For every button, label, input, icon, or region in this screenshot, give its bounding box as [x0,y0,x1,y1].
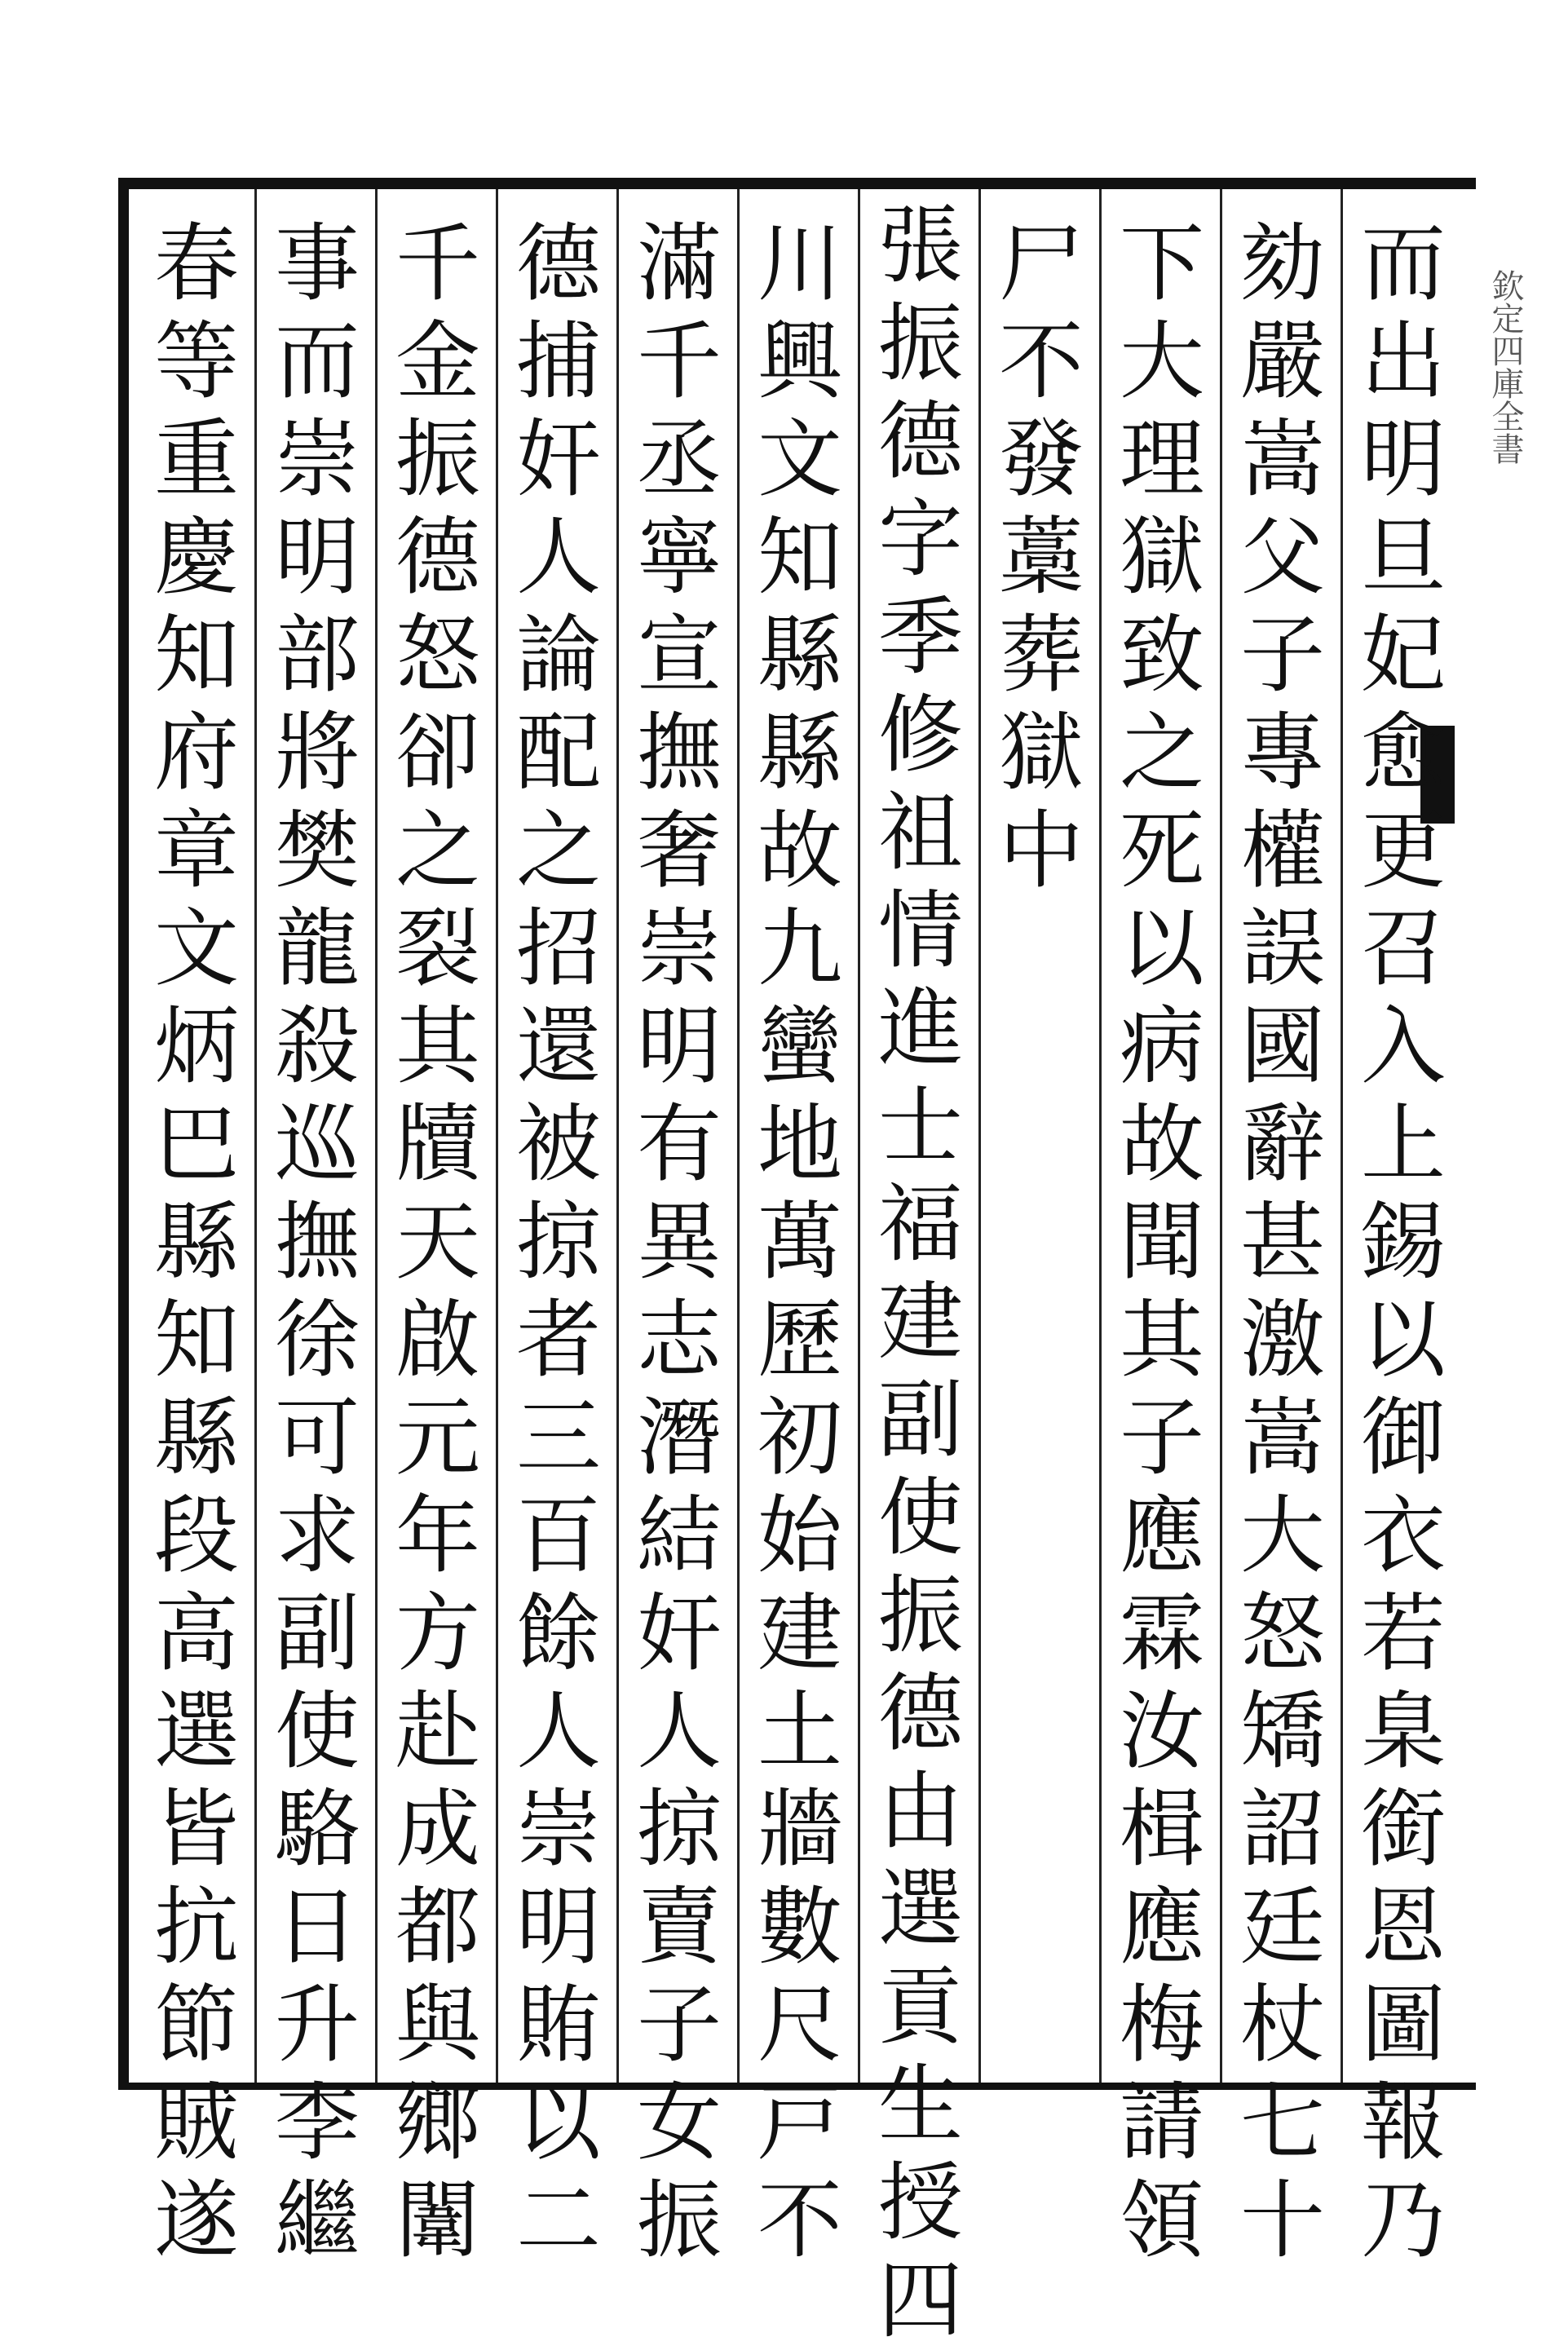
glyph: 辭 [1239,1094,1325,1194]
glyph: 以 [515,2073,601,2172]
glyph: 之 [395,801,480,900]
glyph: 召 [1360,899,1446,998]
glyph: 興 [757,311,842,411]
text-column [859,196,982,2350]
glyph: 怒 [1239,1584,1325,1683]
glyph: 宣 [636,605,722,705]
glyph: 七 [1239,2073,1325,2172]
glyph: 賊 [153,2073,239,2172]
glyph: 明 [274,507,360,607]
glyph: 子 [1239,605,1325,705]
glyph: 臬 [1360,1681,1446,1781]
glyph: 季 [877,587,963,687]
text-column [980,214,1102,2065]
glyph: 四 [877,2251,963,2350]
glyph: 霖 [1119,1584,1204,1683]
glyph: 報 [1360,2073,1446,2172]
glyph: 選 [877,1859,963,1959]
glyph: 理 [1119,409,1204,509]
glyph: 餘 [515,1584,601,1683]
glyph: 張 [877,196,963,295]
glyph: 巡 [274,1094,360,1194]
glyph: 梅 [1119,1975,1204,2074]
glyph: 知 [153,1290,239,1389]
glyph: 恩 [1360,1877,1446,1977]
glyph: 進 [877,978,963,1078]
glyph: 者 [515,1290,601,1389]
glyph: 貢 [877,1957,963,2056]
glyph: 權 [1239,801,1325,900]
glyph: 葬 [998,605,1084,705]
glyph: 詔 [1239,1779,1325,1879]
glyph: 龍 [274,899,360,998]
glyph: 以 [1360,1290,1446,1389]
glyph: 故 [757,801,842,900]
glyph: 領 [1119,2171,1204,2270]
glyph: 方 [395,1584,480,1683]
glyph: 戸 [757,2073,842,2172]
glyph: 文 [757,409,842,509]
glyph: 修 [877,685,963,784]
glyph: 衣 [1360,1486,1446,1585]
text-column [618,214,740,2270]
glyph: 大 [1239,1486,1325,1585]
glyph: 掠 [515,1192,601,1292]
glyph: 府 [153,703,239,802]
glyph: 建 [877,1272,963,1372]
text-column [739,214,861,2270]
glyph: 妃 [1360,605,1446,705]
glyph: 炳 [153,996,239,1096]
glyph: 崇 [515,1779,601,1879]
glyph: 成 [395,1779,480,1879]
glyph: 萬 [757,1192,842,1292]
glyph: 使 [274,1681,360,1781]
glyph: 銜 [1360,1779,1446,1879]
glyph: 縣 [153,1388,239,1487]
glyph: 人 [515,507,601,607]
glyph: 病 [1119,996,1204,1096]
glyph: 土 [757,1681,842,1781]
glyph: 振 [395,409,480,509]
glyph: 獄 [998,703,1084,802]
glyph: 更 [1360,801,1446,900]
glyph: 廷 [1239,1877,1325,1977]
glyph: 千 [395,214,480,313]
glyph: 之 [515,801,601,900]
glyph: 賣 [636,1877,722,1977]
glyph: 配 [515,703,601,802]
glyph: 授 [877,2153,963,2252]
glyph: 以 [1119,899,1204,998]
glyph: 闈 [395,2171,480,2270]
glyph: 繼 [274,2171,360,2270]
glyph: 字 [877,489,963,589]
glyph: 使 [877,1468,963,1567]
glyph: 遂 [153,2171,239,2270]
glyph: 振 [636,2171,722,2270]
text-column [1221,214,1344,2270]
glyph: 抗 [153,1877,239,1977]
glyph: 章 [153,801,239,900]
glyph: 大 [1119,311,1204,411]
glyph: 可 [274,1388,360,1487]
glyph: 下 [1119,214,1204,313]
glyph: 之 [1119,703,1204,802]
glyph: 愈 [1360,703,1446,802]
glyph: 寧 [636,507,722,607]
glyph: 旦 [1360,507,1446,607]
glyph: 御 [1360,1388,1446,1487]
glyph: 發 [998,409,1084,509]
glyph: 天 [395,1192,480,1292]
glyph: 人 [515,1681,601,1781]
glyph: 縣 [757,605,842,705]
glyph: 建 [757,1584,842,1683]
glyph: 杖 [1239,1975,1325,2074]
glyph: 而 [274,311,360,411]
glyph: 都 [395,1877,480,1977]
glyph: 出 [1360,311,1446,411]
glyph: 德 [395,507,480,607]
glyph: 怒 [395,605,480,705]
glyph: 劾 [1239,214,1325,313]
glyph: 福 [877,1174,963,1274]
text-column [135,214,258,2270]
glyph: 地 [757,1094,842,1194]
glyph: 汝 [1119,1681,1204,1781]
glyph: 有 [636,1094,722,1194]
glyph: 激 [1239,1290,1325,1389]
glyph: 皆 [153,1779,239,1879]
glyph: 潛 [636,1388,722,1487]
glyph: 縣 [757,703,842,802]
glyph: 而 [1360,214,1446,313]
glyph: 牆 [757,1779,842,1879]
glyph: 百 [515,1486,601,1585]
glyph: 選 [153,1681,239,1781]
glyph: 致 [1119,605,1204,705]
glyph: 慶 [153,507,239,607]
glyph: 不 [757,2171,842,2270]
glyph: 元 [395,1388,480,1487]
glyph: 三 [515,1388,601,1487]
glyph: 德 [877,391,963,491]
glyph: 將 [274,703,360,802]
text-column [377,214,499,2270]
glyph: 卻 [395,703,480,802]
glyph: 論 [515,605,601,705]
glyph: 年 [395,1486,480,1585]
glyph: 德 [877,1663,963,1763]
glyph: 崇 [274,409,360,509]
glyph: 故 [1119,1094,1204,1194]
glyph: 嵩 [1239,409,1325,509]
glyph: 春 [153,214,239,313]
glyph: 二 [515,2171,601,2270]
glyph: 滿 [636,214,722,313]
glyph: 招 [515,899,601,998]
glyph: 由 [877,1761,963,1861]
glyph: 其 [1119,1290,1204,1389]
glyph: 崇 [636,899,722,998]
glyph: 牘 [395,1094,480,1194]
glyph: 嚴 [1239,311,1325,411]
glyph: 獄 [1119,507,1204,607]
glyph: 巴 [153,1094,239,1194]
glyph: 駱 [274,1779,360,1879]
glyph: 節 [153,1975,239,2074]
text-column [1101,214,1223,2270]
glyph: 奸 [515,409,601,509]
glyph: 死 [1119,801,1204,900]
glyph: 尸 [998,214,1084,313]
glyph: 人 [636,1681,722,1781]
glyph: 祖 [877,783,963,882]
glyph: 高 [153,1584,239,1683]
glyph: 錫 [1360,1192,1446,1292]
glyph: 副 [877,1370,963,1469]
glyph: 女 [636,2073,722,2172]
glyph: 捕 [515,311,601,411]
glyph: 應 [1119,1486,1204,1585]
glyph: 樊 [274,801,360,900]
glyph: 蠻 [757,996,842,1096]
glyph: 與 [395,1975,480,2074]
glyph: 九 [757,899,842,998]
glyph: 歷 [757,1290,842,1389]
glyph: 赴 [395,1681,480,1781]
glyph: 求 [274,1486,360,1585]
glyph: 若 [1360,1584,1446,1683]
glyph: 數 [757,1877,842,1977]
glyph: 十 [1239,2171,1325,2270]
glyph: 殺 [274,996,360,1096]
glyph: 還 [515,996,601,1096]
glyph: 啟 [395,1290,480,1389]
glyph: 明 [636,996,722,1096]
glyph: 奸 [636,1584,722,1683]
glyph: 知 [757,507,842,607]
glyph: 初 [757,1388,842,1487]
glyph: 入 [1360,996,1446,1096]
glyph: 知 [153,605,239,705]
glyph: 專 [1239,703,1325,802]
glyph: 嵩 [1239,1388,1325,1487]
glyph: 聞 [1119,1192,1204,1292]
glyph: 矯 [1239,1681,1325,1781]
glyph: 生 [877,2055,963,2154]
glyph: 徐 [274,1290,360,1389]
glyph: 國 [1239,996,1325,1096]
glyph: 撫 [636,703,722,802]
glyph: 異 [636,1192,722,1292]
glyph: 誤 [1239,899,1325,998]
glyph: 父 [1239,507,1325,607]
glyph: 日 [274,1877,360,1977]
glyph: 掠 [636,1779,722,1879]
glyph: 副 [274,1584,360,1683]
glyph: 千 [636,311,722,411]
glyph: 李 [274,2073,360,2172]
glyph: 明 [515,1877,601,1977]
glyph: 不 [998,311,1084,411]
glyph: 被 [515,1094,601,1194]
glyph: 振 [877,1566,963,1665]
glyph: 事 [274,214,360,313]
glyph: 鄉 [395,2073,480,2172]
glyph: 文 [153,899,239,998]
glyph: 圖 [1360,1975,1446,2074]
glyph: 請 [1119,2073,1204,2172]
glyph: 結 [636,1486,722,1585]
glyph: 賄 [515,1975,601,2074]
glyph: 中 [998,801,1084,900]
glyph: 丞 [636,409,722,509]
glyph: 重 [153,409,239,509]
glyph: 藁 [998,507,1084,607]
glyph: 部 [274,605,360,705]
glyph: 乃 [1360,2171,1446,2270]
glyph: 德 [515,214,601,313]
text-column [256,214,378,2270]
glyph: 等 [153,311,239,411]
glyph: 志 [636,1290,722,1389]
glyph: 甚 [1239,1192,1325,1292]
glyph: 其 [395,996,480,1096]
glyph: 始 [757,1486,842,1585]
glyph: 撫 [274,1192,360,1292]
glyph: 明 [1360,409,1446,509]
glyph: 金 [395,311,480,411]
text-column [497,214,620,2270]
margin-caption: 欽定四庫全書 [1486,269,1524,465]
glyph: 子 [1119,1388,1204,1487]
glyph: 上 [1360,1094,1446,1194]
glyph: 子 [636,1975,722,2074]
glyph: 縣 [153,1192,239,1292]
glyph: 士 [877,1076,963,1176]
glyph: 川 [757,214,842,313]
text-column [1342,214,1464,2270]
glyph: 尺 [757,1975,842,2074]
glyph: 段 [153,1486,239,1585]
glyph: 升 [274,1975,360,2074]
glyph: 情 [877,881,963,980]
glyph: 奢 [636,801,722,900]
glyph: 振 [877,294,963,393]
glyph: 裂 [395,899,480,998]
glyph: 應 [1119,1877,1204,1977]
glyph: 楫 [1119,1779,1204,1879]
